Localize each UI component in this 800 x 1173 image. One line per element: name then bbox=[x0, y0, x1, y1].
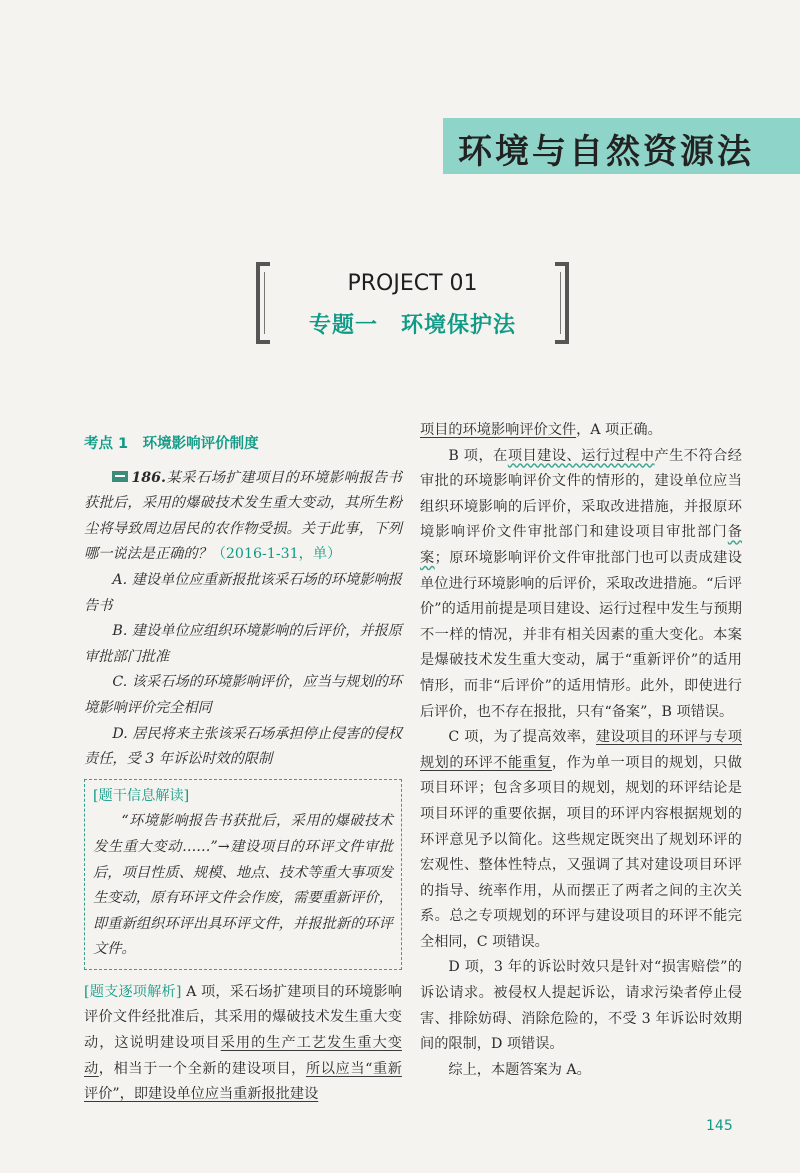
analysis-text: ，相当于一个全新的建设项目， bbox=[98, 1060, 306, 1077]
analysis-underline: 采用的生产工艺发生重大变动 bbox=[84, 1035, 402, 1077]
analysis-underline: 项目建设、运行过程中 bbox=[507, 447, 655, 464]
question-source: （2016-1-31，单） bbox=[211, 546, 342, 563]
project-label: PROJECT 01 bbox=[347, 271, 478, 296]
analysis-text: A 项，采石场扩建项目的环境影响评价文件经批准后，其采用的爆破技术发生重大变动，这说明建设项目 bbox=[84, 983, 402, 1052]
question-icon bbox=[112, 471, 128, 482]
project-bracket-right bbox=[555, 262, 569, 344]
chapter-title: 环境与自然资源法 bbox=[458, 132, 754, 172]
analysis-text: ，作为单一项目的规划，只做项目环评；包含多项目的规划，规划的环评结论是项目环评的重要依据，项目的环评内容根据规划的环评意见予以简化。这些规定既突出了规划环评的宏观性、整体性特点，又强调了其对建设项目环评的指导、统率作用，从而摆正了两者之间的主次关系。总之专项规划的环评与建设项目的环评不能完全相同，C 项错误。 bbox=[420, 754, 742, 950]
analysis-b bbox=[420, 444, 742, 726]
analysis-text: 产生不符合经审批的环境影响评价文件的情形的，建设单位应当组织环境影响的后评价，采取改进措施，并报原环境影响评价文件审批部门和建设项目审批部门 bbox=[420, 447, 742, 541]
analysis-a-continued bbox=[420, 418, 742, 444]
analysis-underline: 项目的环境影响评价文件 bbox=[420, 422, 577, 438]
question-number: 186. bbox=[131, 469, 166, 486]
analysis-a bbox=[84, 980, 402, 1108]
page-number: 145 bbox=[706, 1118, 733, 1134]
conclusion: 综上，本题答案为 A。 bbox=[448, 1061, 591, 1078]
right-column bbox=[420, 418, 742, 1083]
analysis-underline: 建设项目的环评与专项规划的环评不能重复 bbox=[420, 729, 742, 771]
section-heading: 考点 1 环境影响评价制度 bbox=[84, 436, 259, 452]
project-bracket-left bbox=[256, 262, 270, 344]
info-box-body: “环境影响报告书获批后，采用的爆破技术发生重大变动……”→建设项目的环评文件审批后，项目性质、规模、地点、技术等重大事项发生变动，原有环评文件会作废，需要重新评价，即重新组织环评出具环评文件，并报批新的环评文件。 bbox=[93, 813, 393, 958]
analysis-c bbox=[420, 725, 742, 955]
question-text: 某采石场扩建项目的环境影响报告书获批后，采用的爆破技术发生重大变动，其所生粉尘将导致周边居民的农作物受损。关于此事，下列哪一说法是正确的？ bbox=[84, 469, 402, 563]
analysis-title: [题支逐项解析] bbox=[84, 983, 182, 1000]
project-title: 专题一 环境保护法 bbox=[308, 313, 516, 338]
option-b: B. 建设单位应组织环境影响的后评价，并报原审批部门批准 bbox=[84, 623, 402, 665]
option-c: C. 该采石场的环境影响评价，应当与规划的环境影响评价完全相同 bbox=[84, 674, 402, 716]
analysis-text: B 项，在 bbox=[448, 447, 508, 464]
info-box-title: [题干信息解读] bbox=[93, 787, 190, 804]
analysis-text: ；原环境影响评价文件审批部门也可以责成建设单位进行环境影响的后评价，采取改进措施。“后评价”的适用前提是项目建设、运行过程中发生与预期不一样的情况，并非有相关因素的重大变化。本案是爆破技术发生重大变动，属于“重新评价”的适用情形，而非“后评价”的适用情形。此外，即使进行后评价，也不存在报批，只有“备案”，B 项错误。 bbox=[420, 549, 742, 720]
analysis-text: ，A 项正确。 bbox=[576, 422, 662, 438]
option-a: A. 建设单位应重新报批该采石场的环境影响报告书 bbox=[84, 571, 402, 614]
left-column bbox=[84, 432, 402, 1108]
option-d: D. 居民将来主张该采石场承担停止侵害的侵权责任，受 3 年诉讼时效的限制 bbox=[84, 725, 402, 768]
info-box bbox=[84, 779, 402, 970]
analysis-underline: 所以应当“重新评价”，即建设单位应当重新报批建设 bbox=[84, 1060, 402, 1103]
question-stem bbox=[84, 466, 402, 568]
analysis-text: C 项，为了提高效率， bbox=[448, 729, 596, 746]
analysis-underline: 备案 bbox=[420, 524, 742, 566]
analysis-d: D 项，3 年的诉讼时效只是针对“损害赔偿”的诉讼请求。被侵权人提起诉讼，请求污染者停止侵害、排除妨碍、消除危险的，不受 3 年诉讼时效期间的限制，D 项错误。 bbox=[420, 959, 742, 1053]
